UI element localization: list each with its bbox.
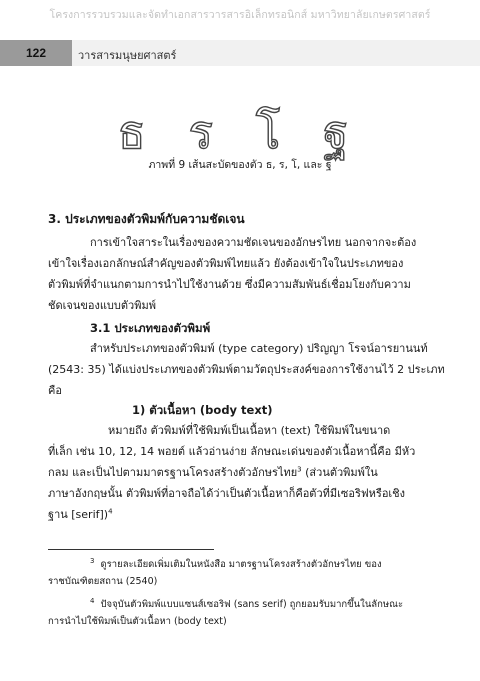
paragraph-line: ชัดเจนของแบบตัวพิมพ์ [48,299,156,312]
paragraph-line: ที่เล็ก เช่น 10, 12, 14 พอยต์ แล้วอ่านง่าย ลักษณะเด่นของตัวเนื้อหานี้คือ มีหัว [48,445,416,458]
paragraph-line: เข้าใจเรื่องเอกลักษณ์สำคัญของตัวพิมพ์ไทยแล้ว ยังต้องเข้าใจในประเภทของ [48,257,404,270]
footnote-text: ปัจจุบันตัวพิมพ์แบบแซนส์เซอริฟ (sans serif) ถูกยอมรับมากขึ้นในลักษณะ [100,599,404,610]
footnote-4 [48,596,432,630]
footnote-ref-3[interactable]: 3 [297,465,302,474]
running-header [0,40,480,66]
footnote-3 [48,556,432,590]
page-number: 122 [0,40,72,66]
paragraph-line [48,462,432,483]
watermark-text: โครงการรวบรวมและจัดทำเอกสารวารสารอิเล็กทรอนิกส์ มหาวิทยาลัยเกษตรศาสตร์ [49,9,431,21]
paragraph-line: ตัวพิมพ์ที่จำแนกตามการนำไปใช้งานด้วย ซึ่งมีความสัมพันธ์เชื่อมโยงกับความ [48,278,411,291]
paragraph-text: กลม และเป็นไปตามมาตรฐานโครงสร้างตัวอักษรไทย [48,466,298,479]
paragraph-text: (ส่วนตัวพิมพ์ใน [301,466,378,479]
paragraph-line [48,504,432,525]
paragraph-line: ภาษาอังกฤษนั้น ตัวพิมพ์ที่อาจถือได้ว่าเป็นตัวเนื้อหาก็คือตัวที่มีเซอริฟหรือเชิง [48,487,406,500]
section-3-heading: 3. ประเภทของตัวพิมพ์กับความชัดเจน [48,212,245,226]
section-3-1-paragraph [48,338,445,401]
footnote-line [48,556,432,573]
body-text-paragraph [48,420,432,525]
figure-glyphs: ธ ร โ ฐ [117,105,363,159]
footnote-text: ดูรายละเอียดเพิ่มเติมในหนังสือ มาตรฐานโครงสร้างตัวอักษรไทย ของ [100,559,382,570]
body-text-heading: 1) ตัวเนื้อหา (body text) [132,403,273,417]
footnote-number: 3 [90,556,95,565]
footnote-ref-4[interactable]: 4 [108,507,113,516]
paragraph-text: ฐาน [serif]) [48,508,109,521]
footnote-line: การนำไปใช้พิมพ์เป็นตัวเนื้อหา (body text) [48,616,227,627]
paragraph-line: หมายถึง ตัวพิมพ์ที่ใช้พิมพ์เป็นเนื้อหา (text) ใช้พิมพ์ในขนาด [108,424,391,437]
section-3-paragraph [48,232,432,316]
paragraph-line: คือ [48,384,62,397]
section-3-1-heading: 3.1 ประเภทของตัวพิมพ์ [90,321,211,335]
footnote-line: ราชบัณฑิตยสถาน (2540) [48,576,158,587]
journal-title: วารสารมนุษยศาสตร์ [78,49,177,62]
footnote-divider [48,549,214,550]
paragraph-line: (2543: 35) ได้แบ่งประเภทของตัวพิมพ์ตามวัตถุประสงค์ของการใช้งานไว้ 2 ประเภท [48,363,445,376]
footnote-number: 4 [90,596,95,605]
footnote-line [48,596,432,613]
paragraph-line: การเข้าใจสาระในเรื่องของความชัดเจนของอักษรไทย นอกจากจะต้อง [90,236,417,249]
figure-caption: ภาพที่ 9 เส้นสะบัดของตัว ธ, ร, โ, และ ฐ [148,159,332,171]
paragraph-line: สำหรับประเภทของตัวพิมพ์ (type category) ปริญญา โรจน์อารยานนท์ [90,342,428,355]
